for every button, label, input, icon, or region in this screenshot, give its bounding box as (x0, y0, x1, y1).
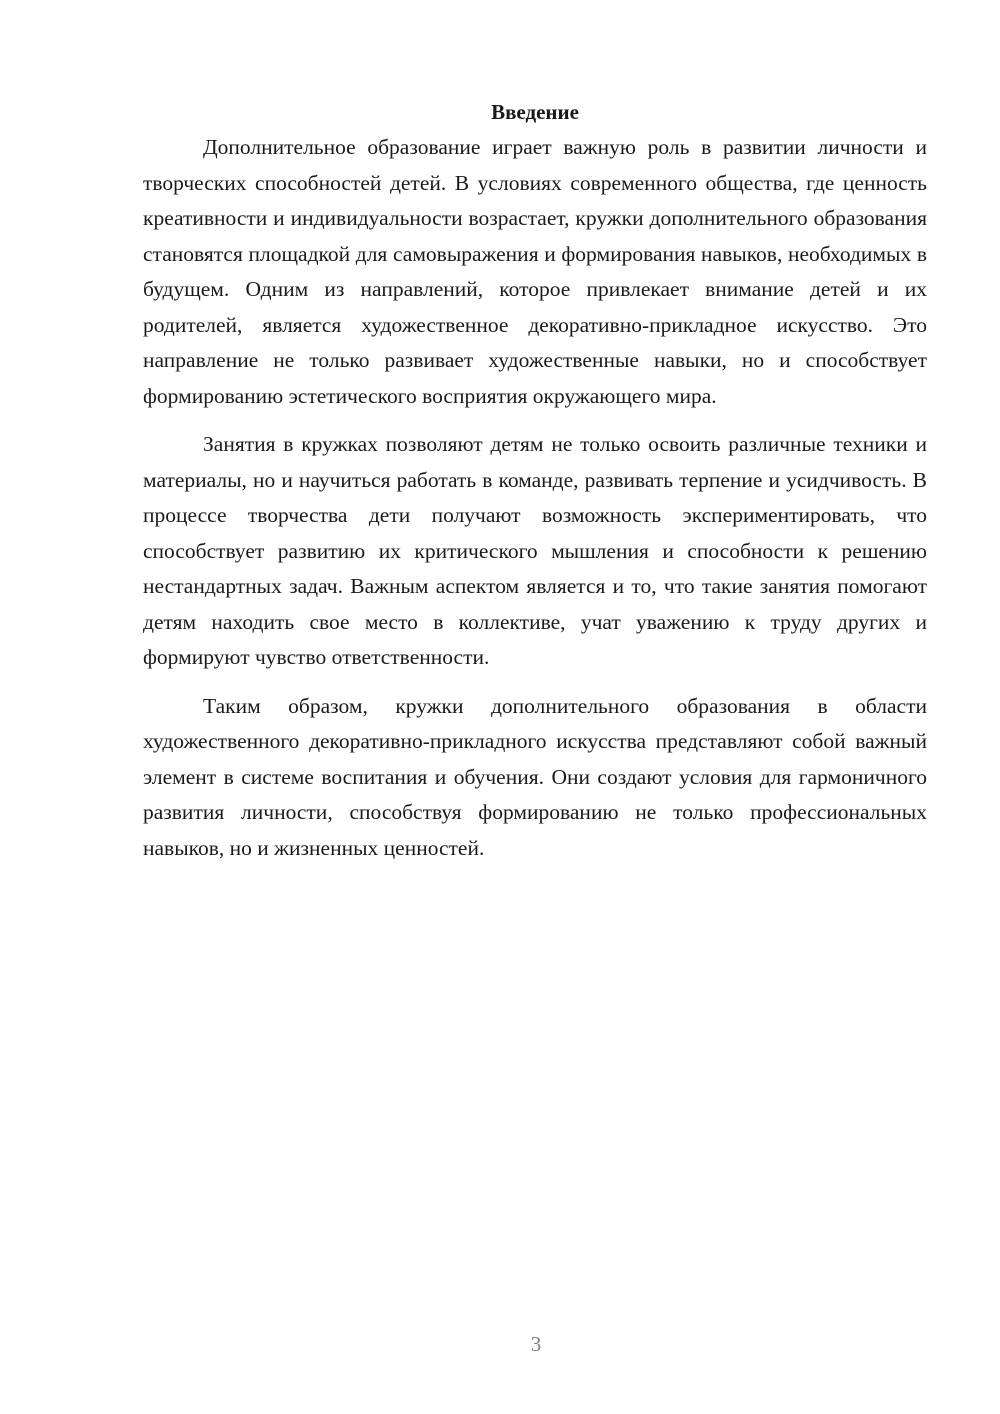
page-number: 3 (530, 1332, 542, 1356)
paragraph-1: Дополнительное образование играет важную роль в развитии личности и творческих способностей детей. В условиях современного общества, где ценность креативности и индивидуальности возрастает, кружки дополнительного образования становятся площадкой для самовыражения и формирования навыков, необходимых в будущем. Одним из направлений, которое привлекает внимание детей и их родителей, является художественное декоративно-прикладное искусство. Это направление не только развивает художественные навыки, но и способствует формированию эстетического восприятия окружающего мира. (143, 135, 927, 408)
page-content (143, 96, 927, 866)
paragraph-2: Занятия в кружках позволяют детям не только освоить различные техники и материалы, но и научиться работать в команде, развивать терпение и усидчивость. В процессе творчества дети получают возможность экспериментировать, что способствует развитию их критического мышления и способности к решению нестандартных задач. Важным аспектом является и то, что такие занятия помогают детям находить свое место в коллективе, учат уважению к труду других и формируют чувство ответственности. (143, 432, 927, 669)
paragraph-3: Таким образом, кружки дополнительного образования в области художественного декоративно-прикладного искусства представляют собой важный элемент в системе воспитания и обучения. Они создают условия для гармоничного развития личности, способствуя формированию не только профессиональных навыков, но и жизненных ценностей. (143, 693, 927, 860)
section-title: Введение (491, 100, 579, 124)
